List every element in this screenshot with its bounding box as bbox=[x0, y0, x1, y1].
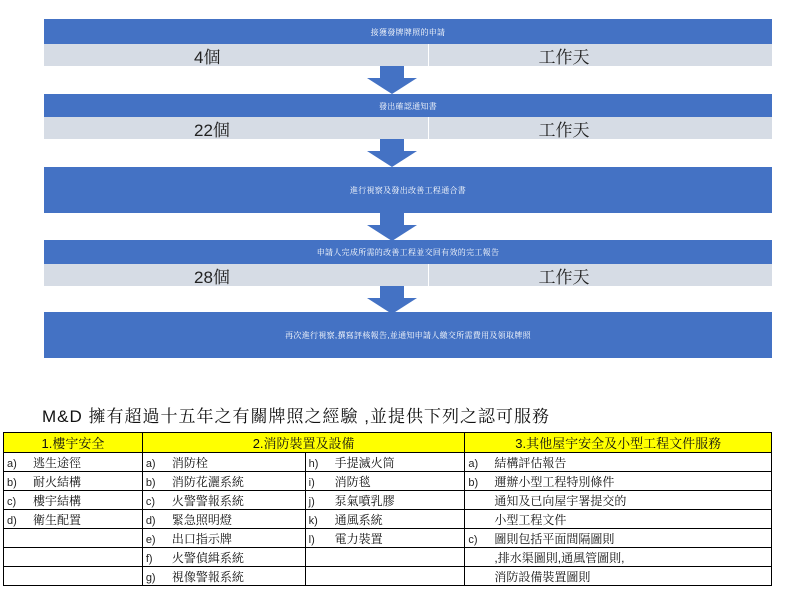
item-text: 邇辦小型工程特別條件 bbox=[494, 474, 615, 489]
duration-unit: 工作天 bbox=[428, 117, 773, 139]
item-letter: e) bbox=[145, 533, 156, 546]
item-text: 手提滅火筒 bbox=[334, 455, 395, 470]
table-header-row bbox=[4, 433, 772, 453]
item-text: 泵氣噴乳膠 bbox=[334, 493, 395, 508]
item-letter: b) bbox=[468, 476, 479, 489]
table-cell bbox=[4, 567, 143, 586]
table-cell bbox=[305, 529, 465, 548]
item-text: 緊急照明燈 bbox=[171, 512, 232, 527]
flow-step-4: 申請人完成所需的改善工程並交回有效的完工報告 bbox=[44, 240, 772, 264]
table-row bbox=[4, 453, 772, 472]
flow-step-3: 進行視察及發出改善工程通合書 bbox=[44, 167, 772, 213]
item-text: 火警警報系統 bbox=[171, 493, 244, 508]
table-row bbox=[4, 510, 772, 529]
down-arrow-icon bbox=[367, 213, 417, 241]
item-text: 火警偵緝系統 bbox=[171, 550, 244, 565]
item-text: 消防設備裝置圖則 bbox=[494, 569, 591, 584]
table-row bbox=[4, 529, 772, 548]
table-cell bbox=[142, 548, 305, 567]
item-letter: l) bbox=[308, 533, 315, 546]
table-cell bbox=[4, 453, 143, 472]
flow-step-1: 接獲發牌牌照的申請 bbox=[44, 19, 772, 45]
table-cell bbox=[465, 491, 772, 510]
header-fire-services: 2.消防裝置及設備 bbox=[142, 433, 465, 453]
table-cell bbox=[4, 529, 143, 548]
table-cell bbox=[305, 510, 465, 529]
item-text: 逃生途徑 bbox=[33, 455, 82, 470]
item-letter: a) bbox=[468, 457, 479, 470]
table-row bbox=[4, 491, 772, 510]
table-cell bbox=[142, 491, 305, 510]
item-text: 消防花灑系統 bbox=[171, 474, 244, 489]
duration-count: 4個 bbox=[194, 47, 221, 67]
item-text: 衛生配置 bbox=[33, 512, 82, 527]
item-text: 通知及已向屋宇署提交的 bbox=[494, 493, 627, 508]
item-letter: c) bbox=[7, 495, 17, 508]
table-cell bbox=[465, 510, 772, 529]
table-cell bbox=[4, 472, 143, 491]
flow-step-5: 再次進行視察,撰寫評核報告,並通知申請人繳交所需費用及領取牌照 bbox=[44, 312, 772, 358]
table-cell bbox=[465, 548, 772, 567]
table-cell bbox=[4, 510, 143, 529]
item-text: ,排水渠圖則,通風管圖則, bbox=[494, 550, 625, 565]
item-letter: a) bbox=[145, 457, 156, 470]
item-text: 小型工程文件 bbox=[494, 512, 567, 527]
duration-count: 22個 bbox=[194, 120, 230, 140]
item-text: 耐火結構 bbox=[33, 474, 82, 489]
item-text: 消防毯 bbox=[334, 474, 371, 489]
item-letter: h) bbox=[308, 457, 319, 470]
duration-unit: 工作天 bbox=[428, 44, 773, 66]
item-letter: i) bbox=[308, 476, 315, 489]
services-table bbox=[3, 432, 772, 586]
table-row bbox=[4, 472, 772, 491]
item-text: 出口指示牌 bbox=[171, 531, 232, 546]
item-letter: k) bbox=[308, 514, 318, 527]
item-text: 圖則包括平面間隔圖則 bbox=[494, 531, 615, 546]
table-cell bbox=[465, 453, 772, 472]
item-letter: b) bbox=[7, 476, 17, 489]
down-arrow-icon bbox=[367, 286, 417, 314]
duration-row-2 bbox=[44, 117, 772, 139]
duration-row-3 bbox=[44, 264, 772, 286]
item-letter: d) bbox=[145, 514, 156, 527]
item-text: 結構評估報告 bbox=[494, 455, 567, 470]
table-cell bbox=[142, 567, 305, 586]
services-heading: M&D 擁有超過十五年之有關牌照之經驗 ,並提供下列之認可服務 bbox=[42, 407, 550, 426]
table-cell bbox=[4, 491, 143, 510]
item-text: 視像警報系統 bbox=[171, 569, 244, 584]
item-letter: c) bbox=[145, 495, 155, 508]
table-row bbox=[4, 567, 772, 586]
table-cell bbox=[305, 472, 465, 491]
duration-row-1 bbox=[44, 44, 772, 66]
table-cell bbox=[305, 548, 465, 567]
item-letter: f) bbox=[145, 552, 153, 565]
item-letter: b) bbox=[145, 476, 156, 489]
table-cell bbox=[465, 529, 772, 548]
header-building-safety: 1.樓宇安全 bbox=[4, 433, 143, 453]
duration-unit: 工作天 bbox=[428, 264, 773, 286]
table-cell bbox=[305, 567, 465, 586]
table-cell bbox=[305, 453, 465, 472]
item-letter: a) bbox=[7, 457, 17, 470]
duration-count: 28個 bbox=[194, 267, 230, 287]
header-other-services: 3.其他屋宇安全及小型工程文件服務 bbox=[465, 433, 772, 453]
table-cell bbox=[465, 472, 772, 491]
item-letter: c) bbox=[468, 533, 478, 546]
table-cell bbox=[4, 548, 143, 567]
item-text: 消防栓 bbox=[171, 455, 208, 470]
down-arrow-icon bbox=[367, 66, 417, 94]
item-text: 電力裝置 bbox=[334, 531, 383, 546]
item-letter: d) bbox=[7, 514, 17, 527]
item-letter: j) bbox=[308, 495, 315, 508]
item-text: 通風系統 bbox=[334, 512, 383, 527]
table-cell bbox=[142, 472, 305, 491]
flow-step-2: 發出確認通知書 bbox=[44, 94, 772, 118]
table-row bbox=[4, 548, 772, 567]
table-cell bbox=[465, 567, 772, 586]
table-cell bbox=[142, 529, 305, 548]
table-cell bbox=[305, 491, 465, 510]
table-cell bbox=[142, 453, 305, 472]
item-text: 樓宇結構 bbox=[33, 493, 82, 508]
down-arrow-icon bbox=[367, 139, 417, 167]
item-letter: g) bbox=[145, 571, 156, 584]
table-cell bbox=[142, 510, 305, 529]
